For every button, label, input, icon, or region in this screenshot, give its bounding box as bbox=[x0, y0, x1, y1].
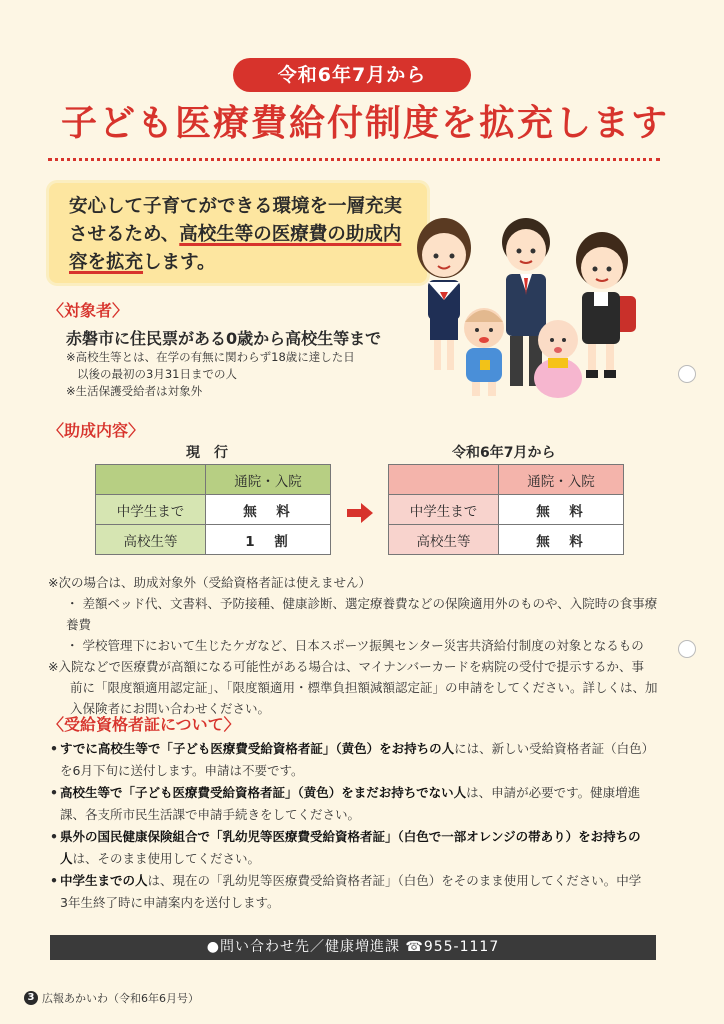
target-note-2: ※生活保護受給者は対象外 bbox=[66, 384, 203, 398]
item-emphasis: 県外の国民健康保険組合で「乳幼児等医療費受給資格者証」（白色で一部オレンジの帯あり）をお持ちの bbox=[60, 829, 641, 844]
girl-backpack-figure bbox=[576, 232, 636, 378]
current-benefit-table bbox=[95, 464, 331, 555]
table-column-header: 通院・入院 bbox=[206, 465, 331, 495]
right-arrow-icon bbox=[347, 503, 373, 523]
contact-bar: ●問い合わせ先／健康増進課 ☎955-1117 bbox=[50, 935, 656, 960]
list-item bbox=[50, 870, 664, 914]
intro-text: させるため、 bbox=[69, 224, 180, 245]
punch-hole bbox=[678, 365, 696, 383]
item-text: 課、各支所市民生活課で申請手続きをしてください。 bbox=[60, 807, 361, 822]
dotted-divider bbox=[48, 158, 660, 161]
table-cell-value: 無 料 bbox=[499, 525, 624, 555]
item-text: は、申請が必要です。健康増進 bbox=[466, 785, 641, 800]
target-note-1: ※高校生等とは、在学の有無に関わらず18歳に達した日 bbox=[66, 350, 355, 364]
toddler-boy-figure bbox=[464, 308, 504, 396]
page-number: 3 bbox=[24, 991, 38, 1005]
children-illustration bbox=[402, 200, 644, 410]
page-footer bbox=[24, 990, 199, 1006]
table-row-label: 高校生等 bbox=[389, 525, 499, 555]
item-text: 3年生終了時に申請案内を送付します。 bbox=[60, 895, 280, 910]
table-cell-value: 1 割 bbox=[206, 525, 331, 555]
table-header-empty bbox=[96, 465, 206, 495]
exclusions-intro: ※次の場合は、助成対象外（受給資格者証は使えません） bbox=[48, 575, 371, 590]
new-label: 令和6年7月から bbox=[452, 445, 556, 461]
page-title: 子ども医療費給付制度を拡充します bbox=[60, 103, 669, 144]
table-row-label: 中学生まで bbox=[96, 495, 206, 525]
list-item bbox=[50, 826, 664, 870]
target-main-text: 赤磐市に住民票がある0歳から高校生等まで bbox=[66, 329, 382, 348]
new-benefit-table bbox=[388, 464, 624, 555]
date-badge: 令和6年7月から bbox=[233, 58, 471, 92]
table-header-empty bbox=[389, 465, 499, 495]
certificate-heading: 〈受給資格者証について〉 bbox=[48, 715, 240, 734]
exclusion-item: ・ 差額ベッド代、文書料、予防接種、健康診断、選定療養費などの保険適用外のものや、入院時の食事療養費 bbox=[66, 596, 658, 632]
intro-line-1: 安心して子育てができる環境を一層充実 bbox=[69, 196, 403, 217]
boy-suit-figure bbox=[502, 218, 550, 386]
list-item bbox=[50, 738, 664, 782]
high-cost-note-cont: 前に「限度額適用認定証」、「限度額適用・標準負担額減額認定証」の申請をしてください。詳しくは、加 bbox=[70, 680, 658, 695]
target-heading: 〈対象者〉 bbox=[48, 301, 129, 320]
high-cost-note: ※入院などで医療費が高額になる可能性がある場合は、マイナンバーカードを病院の受付で提示するか、事 bbox=[48, 659, 644, 674]
item-emphasis: すでに高校生等で「子ども医療費受給資格者証」（黄色）をお持ちの人 bbox=[60, 741, 455, 756]
exclusion-item: ・ 学校管理下において生じたケガなど、日本スポーツ振興センター災害共済給付制度の対象となるもの bbox=[66, 638, 644, 653]
exclusions-section bbox=[48, 572, 668, 719]
table-cell-value: 無 料 bbox=[499, 495, 624, 525]
intro-highlight: 高校生等の医療費の助成内 bbox=[179, 224, 402, 245]
intro-text: します。 bbox=[143, 252, 216, 273]
content-heading: 〈助成内容〉 bbox=[48, 421, 145, 440]
intro-highlight: 容を拡充 bbox=[69, 252, 144, 273]
girl-sailor-figure bbox=[417, 218, 471, 370]
table-row-label: 中学生まで bbox=[389, 495, 499, 525]
table-cell-value: 無 料 bbox=[206, 495, 331, 525]
certificate-section bbox=[50, 738, 664, 914]
item-text: は、現在の「乳幼児等医療費受給資格者証」（白色）をそのまま使用してください。中学 bbox=[147, 873, 642, 888]
intro-line-2 bbox=[69, 221, 411, 249]
current-label: 現 行 bbox=[186, 445, 228, 461]
intro-box bbox=[49, 183, 427, 283]
intro-line-3 bbox=[69, 249, 411, 277]
item-text: には、新しい受給資格者証（白色） bbox=[454, 741, 655, 756]
high-cost-note-cont: 入保険者にお問い合わせください。 bbox=[70, 701, 271, 716]
item-emphasis: 中学生までの人 bbox=[60, 873, 148, 888]
publication-name: 広報あかいわ（令和6年6月号） bbox=[42, 992, 199, 1005]
item-emphasis: 人 bbox=[60, 851, 73, 866]
list-item bbox=[50, 782, 664, 826]
item-emphasis: 高校生等で「子ども医療費受給資格者証」（黄色）をまだお持ちでない人 bbox=[60, 785, 467, 800]
target-note-1-cont: 以後の最初の3月31日までの人 bbox=[77, 367, 237, 381]
item-text: は、そのまま使用してください。 bbox=[72, 851, 261, 866]
table-row-label: 高校生等 bbox=[96, 525, 206, 555]
punch-hole bbox=[678, 640, 696, 658]
item-text: を6月下旬に送付します。申請は不要です。 bbox=[60, 763, 304, 778]
table-column-header: 通院・入院 bbox=[499, 465, 624, 495]
